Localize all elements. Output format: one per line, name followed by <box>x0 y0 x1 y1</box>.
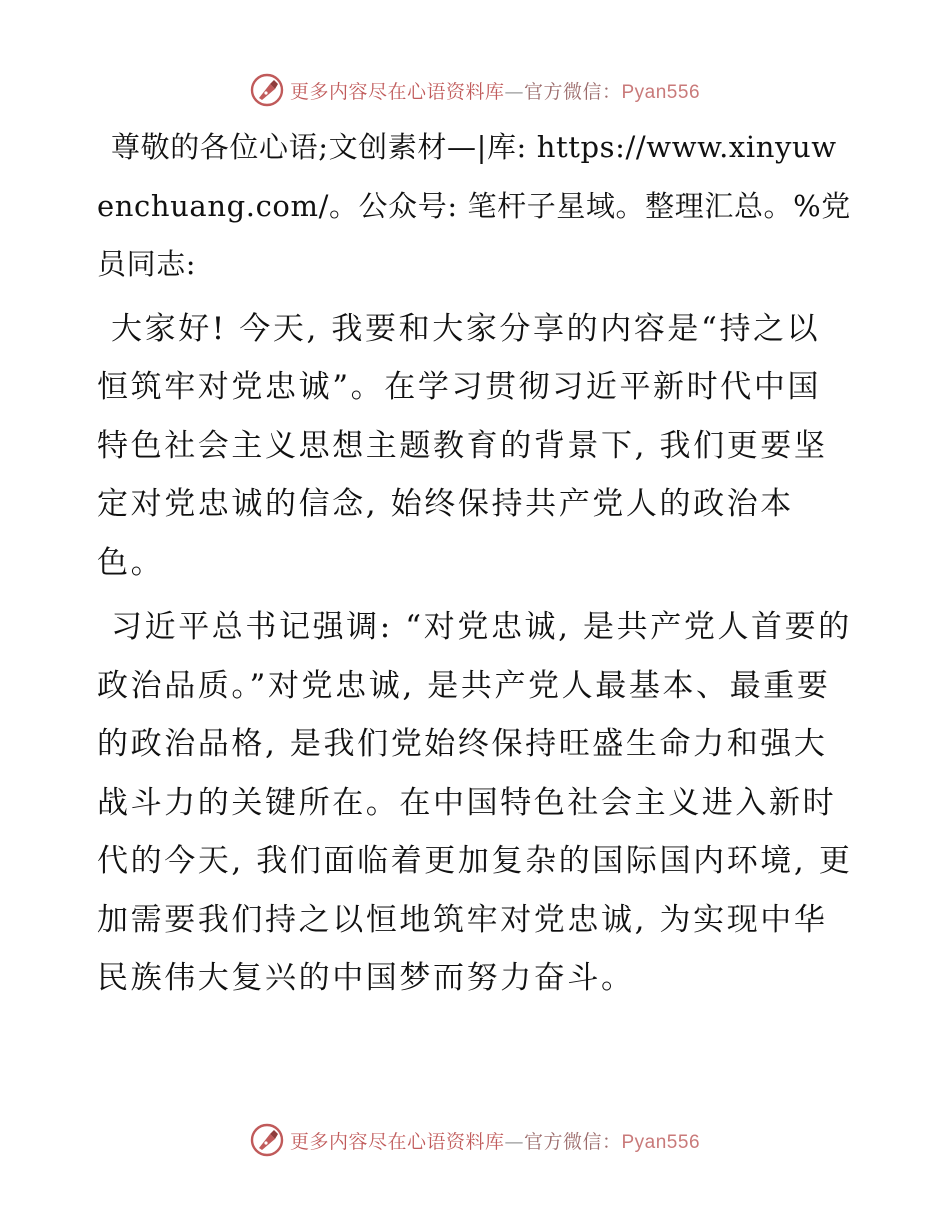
footer-banner <box>250 1123 700 1157</box>
header-brand-text: 更多内容尽在心语资料库 <box>289 80 505 103</box>
paragraph-3-text: 习近平总书记强调: “对党忠诚, 是共产党人首要的政治品质。”对党忠诚, 是共产党人最基本、最重要的政治品格, 是我们党始终保持旺盛生命力和强大战斗力的关键所在。在中国特色社会主义进入新时代的今天, 我们面临着更加复杂的国际国内环境, 更加需要我们持之以恒地筑牢对党忠诚, 为实现中华民族伟大复兴的中国梦而努力奋斗。 <box>97 609 853 996</box>
paragraph-1 <box>97 118 853 294</box>
header-banner <box>250 73 700 107</box>
header-wechat-id: Pyan556 <box>621 81 701 103</box>
footer-brand-text: 更多内容尽在心语资料库 <box>289 1130 505 1153</box>
paragraph-2-text: 大家好! 今天, 我要和大家分享的内容是“持之以恒筑牢对党忠诚”。在学习贯彻习近平新时代中国特色社会主义思想主题教育的背景下, 我们更要坚定对党忠诚的信念, 始终保持共产党人的政治本色。 <box>97 310 828 581</box>
header-banner-text <box>290 77 700 104</box>
paragraph-3 <box>97 598 853 1008</box>
paragraph-2 <box>97 300 853 593</box>
footer-banner-text <box>290 1127 700 1154</box>
page-header <box>0 70 950 110</box>
footer-wechat-label: 官方微信： <box>523 1130 622 1153</box>
page-footer <box>0 1120 950 1160</box>
pen-nib-logo-icon <box>250 73 284 107</box>
footer-dash: — <box>504 1130 524 1153</box>
header-dash: — <box>504 80 524 103</box>
header-wechat-label: 官方微信： <box>523 80 622 103</box>
paragraph-1-text: 尊敬的各位心语;文创素材—|库: https://www.xinyuwenchuang.com/。公众号: 笔杆子星域。整理汇总。%党员同志: <box>97 130 851 281</box>
footer-wechat-id: Pyan556 <box>621 1131 701 1153</box>
pen-nib-logo-icon <box>250 1123 284 1157</box>
document-body <box>97 118 853 1014</box>
